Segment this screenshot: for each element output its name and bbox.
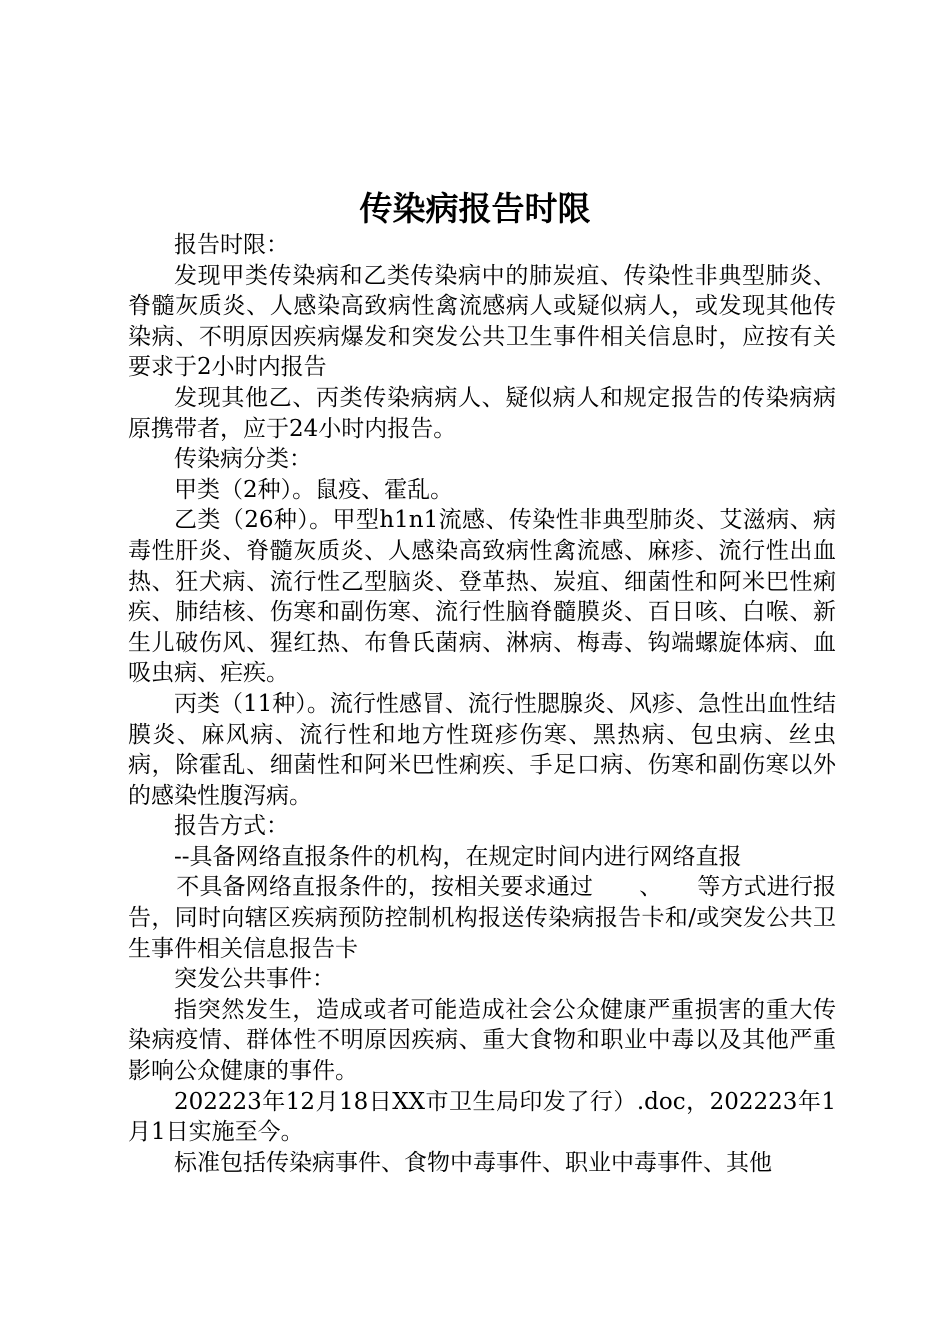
- paragraph-network-report: --具备网络直报条件的机构，在规定时间内进行网络直报: [174, 843, 742, 870]
- paragraph-classification-heading: 传染病分类：: [174, 446, 312, 473]
- paragraph-report-method-heading: 报告方式：: [174, 813, 289, 840]
- paragraph-two-hour-report: 发现甲类传染病和乙类传染病中的肺炭疽、传染性非典型肺炎、脊髓灰质炎、人感染高致病性禽流感病人或疑似病人，或发现其他传染病、不明原因疾病爆发和突发公共卫生事件相关信息时，应按有关要求于2小时内报告: [128, 262, 836, 381]
- paragraph-class-c: 丙类（11种）。流行性感冒、流行性腮腺炎、风疹、急性出血性结膜炎、麻风病、流行性和地方性斑疹伤寒、黑热病、包虫病、丝虫病，除霍乱、细菌性和阿米巴性痢疾、手足口病、伤寒和副伤寒以外的感染性腹泻病。: [128, 690, 836, 809]
- paragraph-class-b: 乙类（26种）。甲型h1n1流感、传染性非典型肺炎、艾滋病、病毒性肝炎、脊髓灰质炎、人感染高致病性禽流感、麻疹、流行性出血热、狂犬病、流行性乙型脑炎、登革热、炭疽、细菌性和阿米巴性痢疾、肺结核、伤寒和副伤寒、流行性脑脊髓膜炎、百日咳、白喉、新生儿破伤风、猩红热、布鲁氏菌病、淋病、梅毒、钩端螺旋体病、血吸虫病、疟疾。: [128, 507, 836, 687]
- paragraph-emergency-heading: 突发公共事件：: [174, 966, 335, 993]
- paragraph-24-hour-report: 发现其他乙、丙类传染病病人、疑似病人和规定报告的传染病病原携带者，应于24小时内报告。: [128, 384, 836, 442]
- paragraph-issue-date: 202223年12月18日XX市卫生局印发了行）.doc，202223年1月1日实施至今。: [128, 1088, 836, 1146]
- document-title: 传染病报告时限: [359, 189, 591, 228]
- paragraph-standard-includes: 标准包括传染病事件、食物中毒事件、职业中毒事件、其他: [174, 1149, 772, 1176]
- paragraph-non-network-report: 不具备网络直报条件的，按相关要求通过 、 等方式进行报告，同时向辖区疾病预防控制机构报送传染病报告卡和/或突发公共卫生事件相关信息报告卡: [128, 874, 836, 962]
- paragraph-emergency-definition: 指突然发生，造成或者可能造成社会公众健康严重损害的重大传染病疫情、群体性不明原因疾病、重大食物和职业中毒以及其他严重影响公众健康的事件。: [128, 996, 836, 1085]
- paragraph-class-a: 甲类（2种）。鼠疫、霍乱。: [174, 476, 454, 503]
- paragraph-report-deadline-heading: 报告时限：: [174, 232, 289, 258]
- document-body: [128, 230, 836, 1178]
